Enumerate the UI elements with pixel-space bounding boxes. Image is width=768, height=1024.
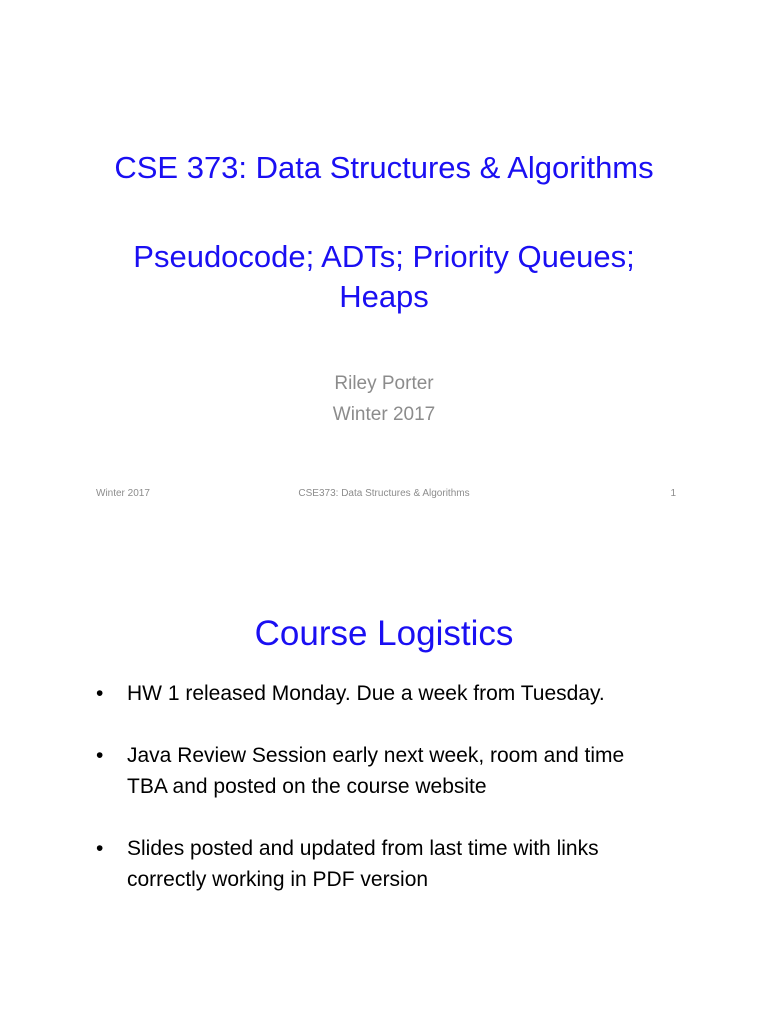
- list-item: [96, 678, 696, 709]
- footer-date: Winter 2017: [96, 488, 150, 499]
- bullet-text-line-1: Java Review Session early next week, room and time: [127, 744, 625, 767]
- bullet-list: [96, 678, 696, 926]
- logistics-slide: [0, 512, 768, 1024]
- course-title: CSE 373: Data Structures & Algorithms: [114, 150, 654, 185]
- list-item: [96, 833, 696, 895]
- bullet-icon: •: [96, 682, 104, 705]
- lecture-subtitle-line-2: Heaps: [339, 279, 429, 314]
- footer-page-number: 1: [670, 488, 676, 499]
- bullet-text-line-1: Slides posted and updated from last time with links: [127, 837, 599, 860]
- footer-course-name: CSE373: Data Structures & Algorithms: [298, 488, 470, 499]
- bullet-text-line-2: correctly working in PDF version: [127, 868, 429, 891]
- bullet-text-line-1: HW 1 released Monday. Due a week from Tuesday.: [127, 682, 605, 705]
- bullet-text-line-2: TBA and posted on the course website: [127, 775, 487, 798]
- lecture-subtitle-line-1: Pseudocode; ADTs; Priority Queues;: [133, 239, 635, 274]
- list-item: [96, 740, 696, 802]
- bullet-icon: •: [96, 744, 104, 767]
- author-name: Riley Porter: [334, 373, 434, 394]
- bullet-icon: •: [96, 837, 104, 860]
- term-label: Winter 2017: [332, 404, 436, 425]
- slide-title: Course Logistics: [254, 614, 514, 653]
- lecture-subtitle: [0, 237, 768, 317]
